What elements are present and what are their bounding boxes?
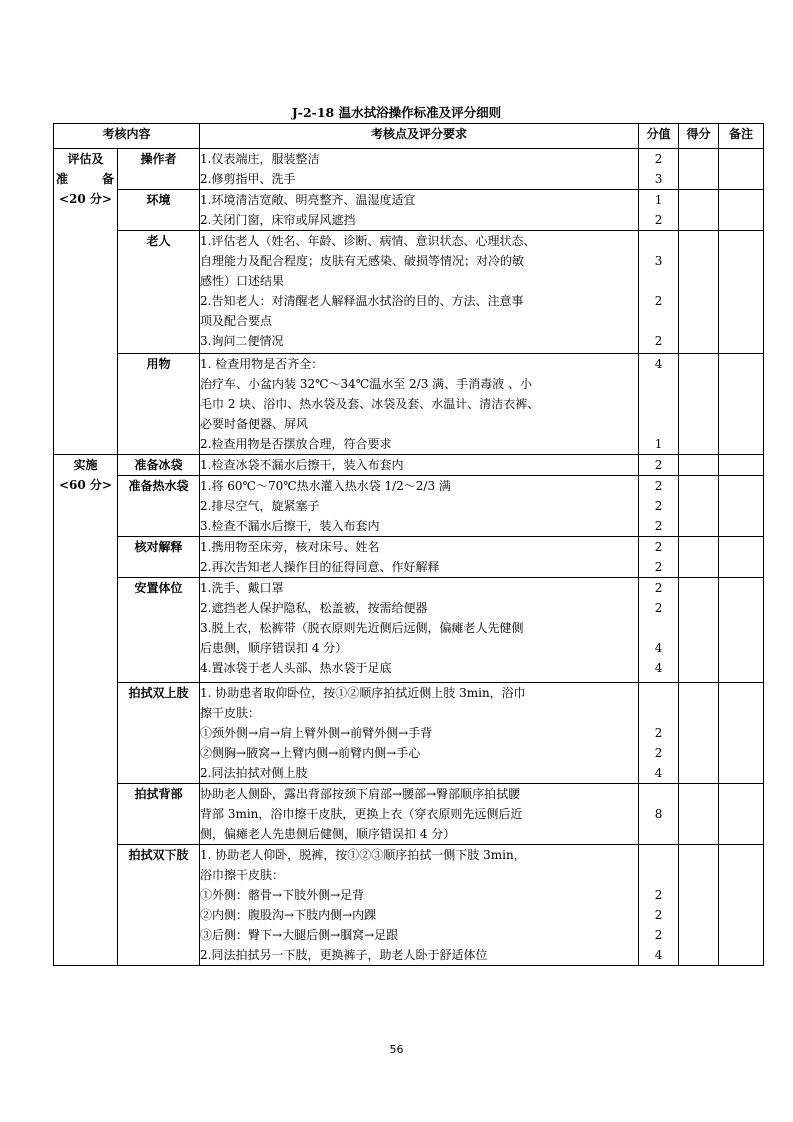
requirement-line: 1.检查冰袋不漏水后擦干，装入布套内 bbox=[200, 458, 404, 472]
score-line: 4 bbox=[654, 948, 663, 962]
requirement-line: ③后侧：臀下→大腿后侧→腘窝→足跟 bbox=[200, 928, 399, 942]
score-line bbox=[639, 311, 678, 331]
header-got: 得分 bbox=[679, 124, 719, 149]
table-row bbox=[54, 455, 764, 476]
note-cell bbox=[719, 845, 764, 966]
requirement-line: 自理能力及配合程度；皮肤有无感染、破损等情况；对冷的敏 bbox=[200, 254, 525, 268]
score-line bbox=[639, 865, 678, 885]
score-line bbox=[639, 703, 678, 723]
obtained-score-cell bbox=[679, 149, 719, 190]
item-requirements bbox=[200, 149, 639, 190]
score-line: 2 bbox=[654, 479, 663, 493]
item-scores bbox=[639, 455, 679, 476]
requirement-line: ②侧胸→腋窝→上臂内侧→前臂内侧→手心 bbox=[200, 746, 421, 760]
category-label-line bbox=[54, 169, 117, 189]
score-line: 1 bbox=[654, 193, 663, 207]
category-label-line: <20 分> bbox=[59, 192, 112, 206]
requirement-line: 治疗车、小盆内装 32℃～34℃温水至 2/3 满、手消毒液 、小 bbox=[200, 377, 532, 391]
requirement-line: 2.同法拍拭对侧上肢 bbox=[200, 766, 308, 780]
note-cell bbox=[719, 476, 764, 537]
score-line: 2 bbox=[654, 294, 663, 308]
requirement-line: 1.洗手、戴口罩 bbox=[200, 581, 284, 595]
item-requirements bbox=[200, 784, 639, 845]
score-line: 2 bbox=[654, 601, 663, 615]
score-line: 4 bbox=[654, 766, 663, 780]
obtained-score-cell bbox=[679, 190, 719, 231]
page-number: 56 bbox=[389, 1043, 404, 1056]
score-line bbox=[639, 683, 678, 703]
item-requirements bbox=[200, 455, 639, 476]
score-line bbox=[639, 414, 678, 434]
note-cell bbox=[719, 683, 764, 784]
category-label-line: 实施 bbox=[73, 458, 98, 472]
requirement-line: 3.询问二便情况 bbox=[200, 334, 284, 348]
obtained-score-cell bbox=[679, 455, 719, 476]
requirement-line: 项及配合要点 bbox=[200, 314, 273, 328]
item-name: 准备热水袋 bbox=[118, 476, 200, 537]
obtained-score-cell bbox=[679, 845, 719, 966]
requirement-line: 4.置冰袋于老人头部、热水袋于足底 bbox=[200, 661, 392, 675]
score-line bbox=[639, 824, 678, 844]
score-line: 2 bbox=[654, 888, 663, 902]
item-scores bbox=[639, 149, 679, 190]
score-line: 2 bbox=[654, 746, 663, 760]
note-cell bbox=[719, 784, 764, 845]
item-name: 操作者 bbox=[118, 149, 200, 190]
obtained-score-cell bbox=[679, 784, 719, 845]
requirement-line: 协助老人侧卧，露出背部按颈下肩部→腰部→臀部顺序拍拭腰 bbox=[200, 787, 521, 801]
requirement-line: 2.排尽空气，旋紧塞子 bbox=[200, 499, 320, 513]
header-requirements: 考核点及评分要求 bbox=[200, 124, 639, 149]
requirement-line: 2.再次告知老人操作目的征得同意、作好解释 bbox=[200, 560, 440, 574]
requirement-line: 擦干皮肤： bbox=[200, 706, 261, 720]
score-line: 3 bbox=[654, 172, 663, 186]
score-line bbox=[639, 784, 678, 804]
item-name: 老人 bbox=[118, 231, 200, 354]
obtained-score-cell bbox=[679, 537, 719, 578]
score-line: 3 bbox=[654, 254, 663, 268]
item-requirements bbox=[200, 845, 639, 966]
table-row bbox=[54, 231, 764, 354]
table-row bbox=[54, 354, 764, 455]
requirement-line: 1.环境清洁宽敞、明亮整齐、温湿度适宜 bbox=[200, 193, 416, 207]
table-row bbox=[54, 476, 764, 537]
table-row bbox=[54, 683, 764, 784]
item-name: 安置体位 bbox=[118, 578, 200, 683]
category-cell bbox=[54, 455, 118, 966]
requirement-line: 2.遮挡老人保护隐私，松盖被，按需给便器 bbox=[200, 601, 428, 615]
requirement-line: 2.同法拍拭另一下肢，更换裤子，助老人卧于舒适体位 bbox=[200, 948, 488, 962]
requirement-line: 1.仪表端庄，服装整洁 bbox=[200, 152, 320, 166]
requirement-line: 3.脱上衣，松裤带（脱衣原则先近侧后远侧，偏瘫老人先健侧 bbox=[200, 621, 524, 635]
obtained-score-cell bbox=[679, 476, 719, 537]
item-name: 准备冰袋 bbox=[118, 455, 200, 476]
score-line: 2 bbox=[654, 152, 663, 166]
requirement-line: 侧，偏瘫老人先患侧后健侧，顺序错误扣 4 分） bbox=[200, 827, 456, 841]
requirement-line: 1. 协助老人仰卧，脱裤，按①②③顺序拍拭一侧下肢 3min， bbox=[200, 848, 526, 862]
score-line: 2 bbox=[654, 334, 663, 348]
header-score: 分值 bbox=[639, 124, 679, 149]
note-cell bbox=[719, 537, 764, 578]
item-requirements bbox=[200, 537, 639, 578]
requirement-line: 1.携用物至床旁，核对床号、姓名 bbox=[200, 540, 380, 554]
score-line: 4 bbox=[654, 641, 663, 655]
note-cell bbox=[719, 149, 764, 190]
score-line: 2 bbox=[654, 928, 663, 942]
item-scores bbox=[639, 784, 679, 845]
score-line: 2 bbox=[654, 458, 663, 472]
score-line: 2 bbox=[654, 540, 663, 554]
table-row bbox=[54, 784, 764, 845]
item-requirements bbox=[200, 354, 639, 455]
score-line: 8 bbox=[654, 807, 663, 821]
table-header-row bbox=[54, 124, 764, 149]
requirement-line: 后患侧，顺序错误扣 4 分） bbox=[200, 641, 348, 655]
item-name: 用物 bbox=[118, 354, 200, 455]
score-line bbox=[639, 374, 678, 394]
header-note: 备注 bbox=[719, 124, 764, 149]
item-name: 核对解释 bbox=[118, 537, 200, 578]
item-requirements bbox=[200, 476, 639, 537]
item-scores bbox=[639, 845, 679, 966]
header-content: 考核内容 bbox=[54, 124, 200, 149]
category-label-line: <60 分> bbox=[59, 478, 112, 492]
score-line: 2 bbox=[654, 908, 663, 922]
requirement-line: 1.将 60℃～70℃热水灌入热水袋 1/2～2/3 满 bbox=[200, 479, 451, 493]
requirement-line: 2.修剪指甲、洗手 bbox=[200, 172, 296, 186]
obtained-score-cell bbox=[679, 683, 719, 784]
score-line: 2 bbox=[654, 560, 663, 574]
score-line: 1 bbox=[654, 437, 663, 451]
item-scores bbox=[639, 578, 679, 683]
score-line bbox=[639, 231, 678, 251]
item-name: 环境 bbox=[118, 190, 200, 231]
requirement-line: 必要时备便器、屏风 bbox=[200, 417, 309, 431]
requirement-line: 浴巾擦干皮肤： bbox=[200, 868, 285, 882]
category-label-char: 准 bbox=[56, 172, 69, 186]
document-title: J-2-18 温水拭浴操作标准及评分细则 bbox=[291, 105, 502, 120]
item-requirements bbox=[200, 683, 639, 784]
category-cell bbox=[54, 149, 118, 455]
requirement-line: 背部 3min，浴巾擦干皮肤，更换上衣（穿衣原则先远侧后近 bbox=[200, 807, 523, 821]
score-line: 2 bbox=[654, 581, 663, 595]
item-requirements bbox=[200, 190, 639, 231]
item-requirements bbox=[200, 578, 639, 683]
requirement-line: 2.告知老人：对清醒老人解释温水拭浴的目的、方法、注意事 bbox=[200, 294, 524, 308]
score-line bbox=[639, 618, 678, 638]
note-cell bbox=[719, 578, 764, 683]
score-line: 2 bbox=[654, 213, 663, 227]
category-label-char: 备 bbox=[101, 172, 114, 186]
requirement-line: ①外侧：髂骨→下肢外侧→足背 bbox=[200, 888, 365, 902]
requirement-line: 3.检查不漏水后擦干，装入布套内 bbox=[200, 519, 380, 533]
obtained-score-cell bbox=[679, 231, 719, 354]
item-requirements bbox=[200, 231, 639, 354]
requirement-line: 感性）口述结果 bbox=[200, 274, 285, 288]
requirement-line: 1. 检查用物是否齐全： bbox=[200, 357, 324, 371]
score-line: 4 bbox=[654, 357, 663, 371]
requirement-line: 2.检查用物是否摆放合理，符合要求 bbox=[200, 437, 392, 451]
score-line: 2 bbox=[654, 726, 663, 740]
table-row bbox=[54, 845, 764, 966]
item-scores bbox=[639, 683, 679, 784]
item-scores bbox=[639, 537, 679, 578]
score-line: 4 bbox=[654, 661, 663, 675]
score-line: 2 bbox=[654, 499, 663, 513]
scoring-table bbox=[53, 123, 764, 966]
note-cell bbox=[719, 455, 764, 476]
note-cell bbox=[719, 231, 764, 354]
category-label-line: 评估及 bbox=[67, 152, 104, 166]
item-scores bbox=[639, 231, 679, 354]
table-row bbox=[54, 578, 764, 683]
requirement-line: 2.关闭门窗，床帘或屏风遮挡 bbox=[200, 213, 356, 227]
score-line: 2 bbox=[654, 519, 663, 533]
requirement-line: 1.评估老人（姓名、年龄、诊断、病情、意识状态、心理状态、 bbox=[200, 234, 536, 248]
requirement-line: ②内侧：腹股沟→下肢内侧→内踝 bbox=[200, 908, 377, 922]
requirement-line: ①颈外侧→肩→肩上臂外侧→前臂外侧→手背 bbox=[200, 726, 433, 740]
note-cell bbox=[719, 354, 764, 455]
obtained-score-cell bbox=[679, 354, 719, 455]
item-name: 拍拭双上肢 bbox=[118, 683, 200, 784]
score-line bbox=[639, 271, 678, 291]
item-scores bbox=[639, 190, 679, 231]
requirement-line: 1. 协助患者取仰卧位，按①②顺序拍拭近侧上肢 3min，浴巾 bbox=[200, 686, 526, 700]
item-name: 拍拭背部 bbox=[118, 784, 200, 845]
item-scores bbox=[639, 354, 679, 455]
table-row bbox=[54, 149, 764, 190]
table-row bbox=[54, 190, 764, 231]
score-line bbox=[639, 845, 678, 865]
table-row bbox=[54, 537, 764, 578]
item-name: 拍拭双下肢 bbox=[118, 845, 200, 966]
score-line bbox=[639, 394, 678, 414]
requirement-line: 毛巾 2 块、浴巾、热水袋及套、冰袋及套、水温计、清洁衣裤、 bbox=[200, 397, 540, 411]
obtained-score-cell bbox=[679, 578, 719, 683]
note-cell bbox=[719, 190, 764, 231]
item-scores bbox=[639, 476, 679, 537]
